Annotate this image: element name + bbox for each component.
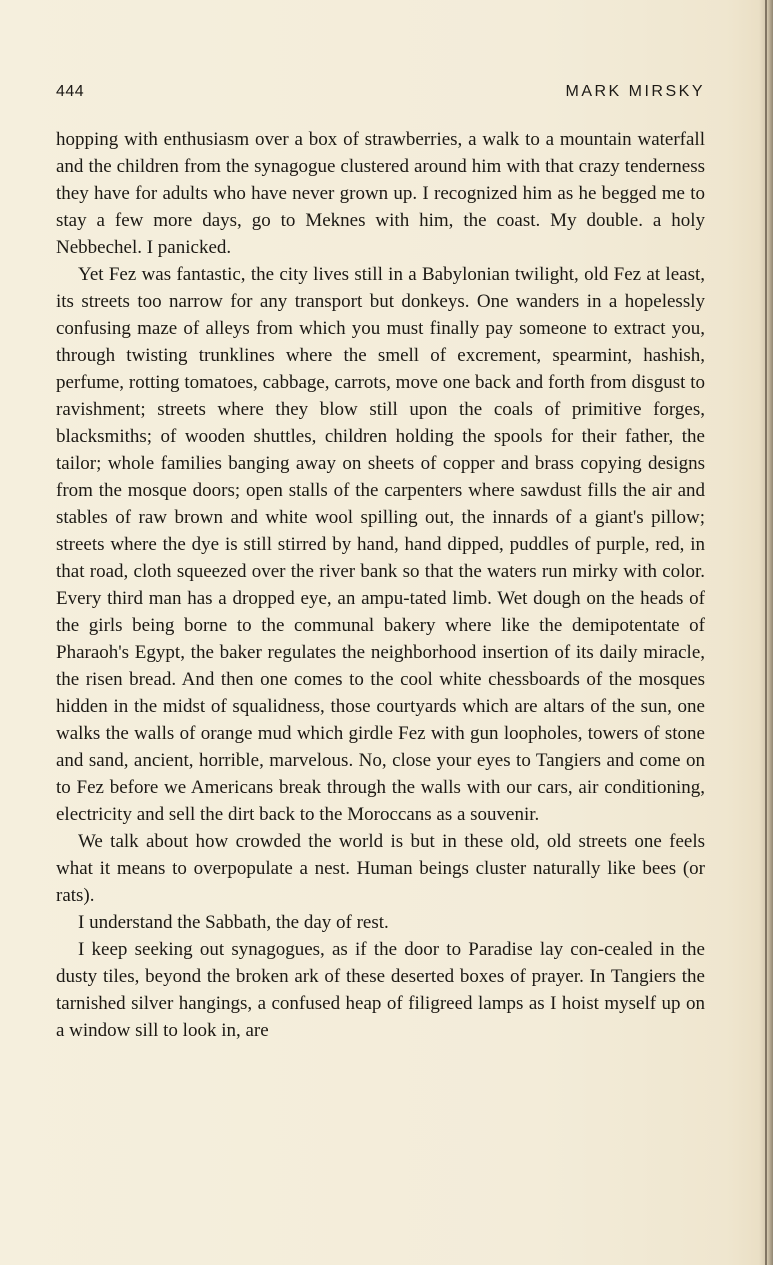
paragraph-fez: Yet Fez was fantastic, the city lives still in a Babylonian twilight, old Fez at least, its streets too narrow for any transport but donkeys. One wanders in a hopelessly confusing maze of alleys from which you must finally pay someone to extract you, through twisting trunklines where the smell of excrement, spearmint, hashish, perfume, rotting tomatoes, cabbage, carrots, move one back and forth from disgust to ravishment; streets where they blow still upon the coals of primitive forges, blacksmiths; of wooden shuttles, children holding the spools for their father, the tailor; whole families banging away on sheets of copper and brass copying designs from the mosque doors; open stalls of the carpenters where sawdust fills the air and stables of raw brown and white wool spilling out, the innards of a giant's pillow; streets where the dye is still stirred by hand, hand dipped, puddles of purple, red, in that road, cloth squeezed over the river bank so that the waters run mirky with color. Every third man has a dropped eye, an ampu-tated limb. Wet dough on the heads of the girls being borne to the communal bakery where like the demipotentate of Pharaoh's Egypt, the baker regulates the neighborhood insertion of its daily miracle, the risen bread. And then one comes to the cool white chessboards of the mosques hidden in the midst of squalidness, those courtyards which are altars of the sun, one walks the walls of orange mud which girdle Fez with gun loopholes, towers of stone and sand, ancient, horrible, marvelous. No, close your eyes to Tangiers and come on to Fez before we Americans break through the walls with our cars, air conditioning, electricity and sell the dirt back to the Moroccans as a souvenir. xyxy=(56,264,705,825)
running-head-author: MARK MIRSKY xyxy=(565,83,705,100)
body-text xyxy=(56,126,705,1044)
running-head xyxy=(56,83,705,105)
paragraph-synagogues: I keep seeking out synagogues, as if the door to Paradise lay con-cealed in the dusty tiles, beyond the broken ark of these deserted boxes of prayer. In Tangiers the tarnished silver hangings, a confused heap of filigreed lamps as I hoist myself up on a window sill to look in, are xyxy=(56,939,705,1041)
page-edge-line xyxy=(765,0,767,1265)
paragraph-sabbath: I understand the Sabbath, the day of rest. xyxy=(78,912,389,933)
paragraph-continued: hopping with enthusiasm over a box of strawberries, a walk to a mountain waterfall and the children from the synagogue clustered around him with that crazy tenderness they have for adults who have never grown up. I recognized him as he begged me to stay a few more days, go to Meknes with him, the coast. My double. a holy Nebbechel. I panicked. xyxy=(56,129,705,258)
page-number: 444 xyxy=(56,83,85,100)
paragraph-crowded-world: We talk about how crowded the world is but in these old, old streets one feels what it means to overpopulate a nest. Human beings cluster naturally like bees (or rats). xyxy=(56,831,705,906)
